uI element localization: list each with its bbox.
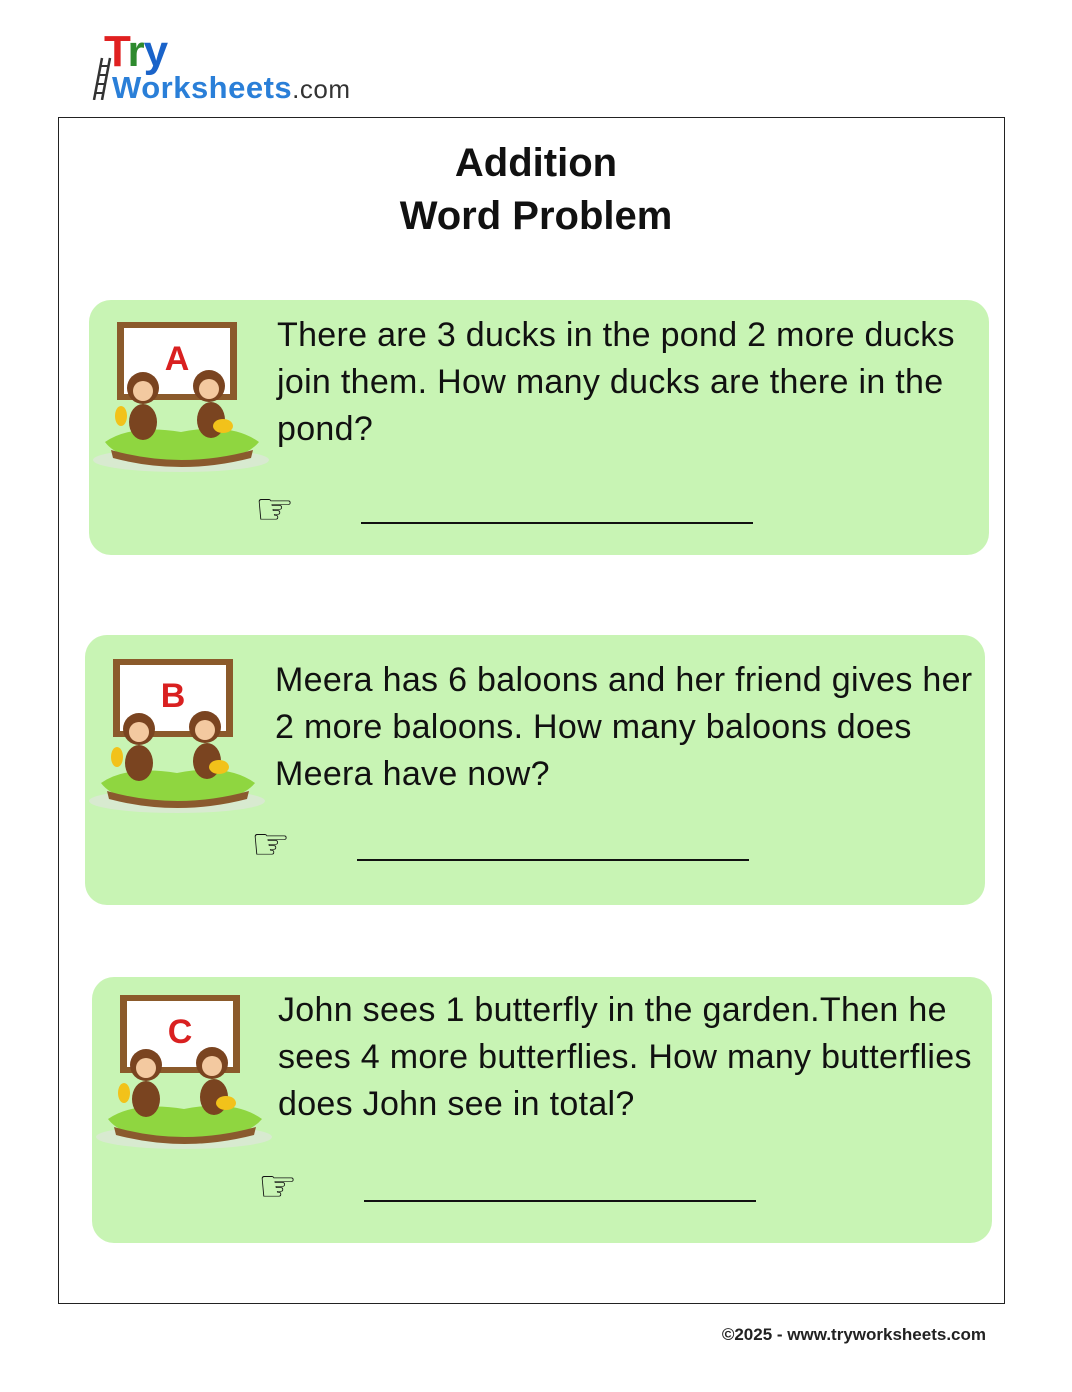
monkeys-board-illustration	[94, 991, 274, 1151]
problem-text: There are 3 ducks in the pond 2 more ducks join them. How many ducks are there in the pond?	[277, 316, 955, 448]
problem-text: Meera has 6 baloons and her friend gives her 2 more baloons. How many baloons does Meera have now?	[275, 661, 973, 793]
problem-letter-b: B	[160, 677, 186, 715]
title-line-2: Word Problem	[399, 194, 673, 238]
logo-worksheets-text: Worksheets.com	[112, 70, 351, 105]
answer-line[interactable]	[364, 1200, 756, 1202]
pointing-hand-icon: ☞	[255, 485, 295, 534]
problem-card-c	[92, 977, 992, 1243]
pointing-hand-icon: ☞	[258, 1162, 298, 1211]
pointing-hand-icon: ☞	[251, 820, 291, 869]
copyright-footer: ©2025 - www.tryworksheets.com	[721, 1325, 986, 1344]
monkeys-board-illustration	[91, 314, 271, 474]
problem-letter-c: C	[167, 1013, 193, 1051]
problem-letter-a: A	[164, 340, 190, 378]
problem-text: John sees 1 butterfly in the garden.Then he sees 4 more butterflies. How many butterflies does John see in total?	[278, 991, 972, 1123]
problem-card-b	[85, 635, 985, 905]
logo-try-text: Try	[104, 27, 168, 76]
monkeys-board-illustration	[87, 655, 267, 815]
answer-line[interactable]	[361, 522, 753, 524]
worksheet-title	[0, 137, 1072, 243]
site-logo[interactable]	[88, 27, 351, 108]
answer-line[interactable]	[357, 859, 749, 861]
title-line-1: Addition	[454, 141, 618, 185]
problem-card-a	[89, 300, 989, 555]
